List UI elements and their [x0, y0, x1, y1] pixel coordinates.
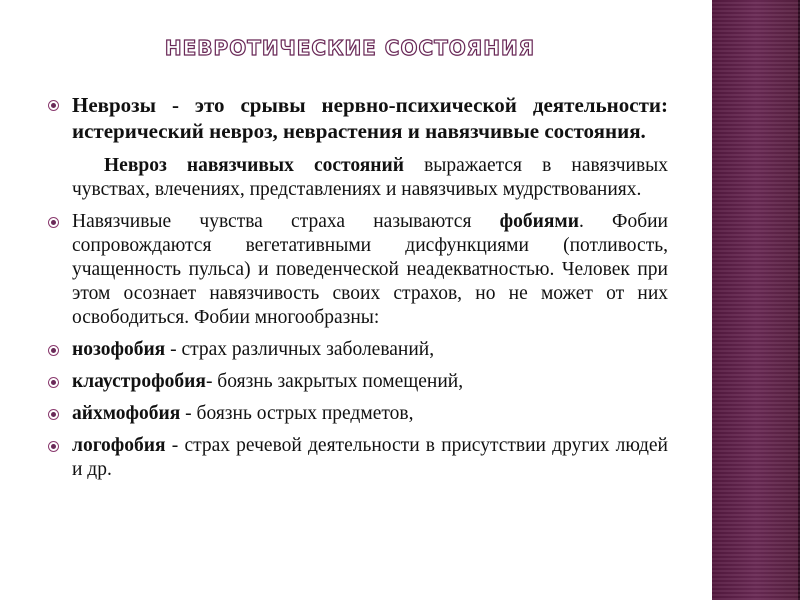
item-text-pre: Навязчивые чувства страха называются: [72, 211, 500, 232]
decorative-side-band: [712, 0, 800, 600]
slide-title: НЕВРОТИЧЕСКИЕ СОСТОЯНИЯ: [164, 36, 536, 60]
item-bold-term: нозофобия: [72, 339, 166, 360]
item-bold-term: клаустрофобия: [72, 371, 206, 392]
list-item-nosophobia: [48, 338, 668, 362]
item-bold-term: Невроз навязчивых состояний: [104, 155, 404, 176]
list-item-neuroses: [48, 92, 668, 144]
bullet-icon: [48, 409, 59, 420]
list-item-phobias: [48, 210, 668, 330]
bullet-icon: [48, 377, 59, 388]
list-item-claustrophobia: [48, 370, 668, 394]
item-text: - боязнь острых предметов,: [180, 403, 414, 424]
bullet-icon: [48, 100, 59, 111]
item-text-post: . Фобии сопровождаются вегетативными дисфункциями (потливость, учащенность пульса) и поведенческой неадекватностью. Человек при этом осознает навязчивость своих страхов, но не может от них освободиться. Фобии многообразны:: [72, 211, 668, 328]
bullet-icon: [48, 441, 59, 452]
list-item-ocd: [48, 154, 668, 202]
item-bold-term: логофобия: [72, 435, 166, 456]
bullet-icon: [48, 217, 59, 228]
bullet-icon: [48, 345, 59, 356]
item-bold-term: айхмофобия: [72, 403, 181, 424]
item-text: - страх речевой деятельности в присутствии других людей и др.: [72, 435, 668, 480]
item-text: - боязнь закрытых помещений,: [205, 371, 464, 392]
list-item-logophobia: [48, 434, 668, 482]
item-text: - страх различных заболеваний,: [165, 339, 435, 360]
list-item-aichmophobia: [48, 402, 668, 426]
slide-content: [48, 92, 668, 490]
item-text: Неврозы - это срывы нервно-психической деятельности: истерический невроз, неврастения и навязчивые состояния.: [72, 93, 668, 143]
item-bold-term: фобиями: [499, 211, 579, 232]
item-text: выражается в навязчивых чувствах, влечениях, представлениях и навязчивых мудрствованиях.: [72, 155, 669, 200]
